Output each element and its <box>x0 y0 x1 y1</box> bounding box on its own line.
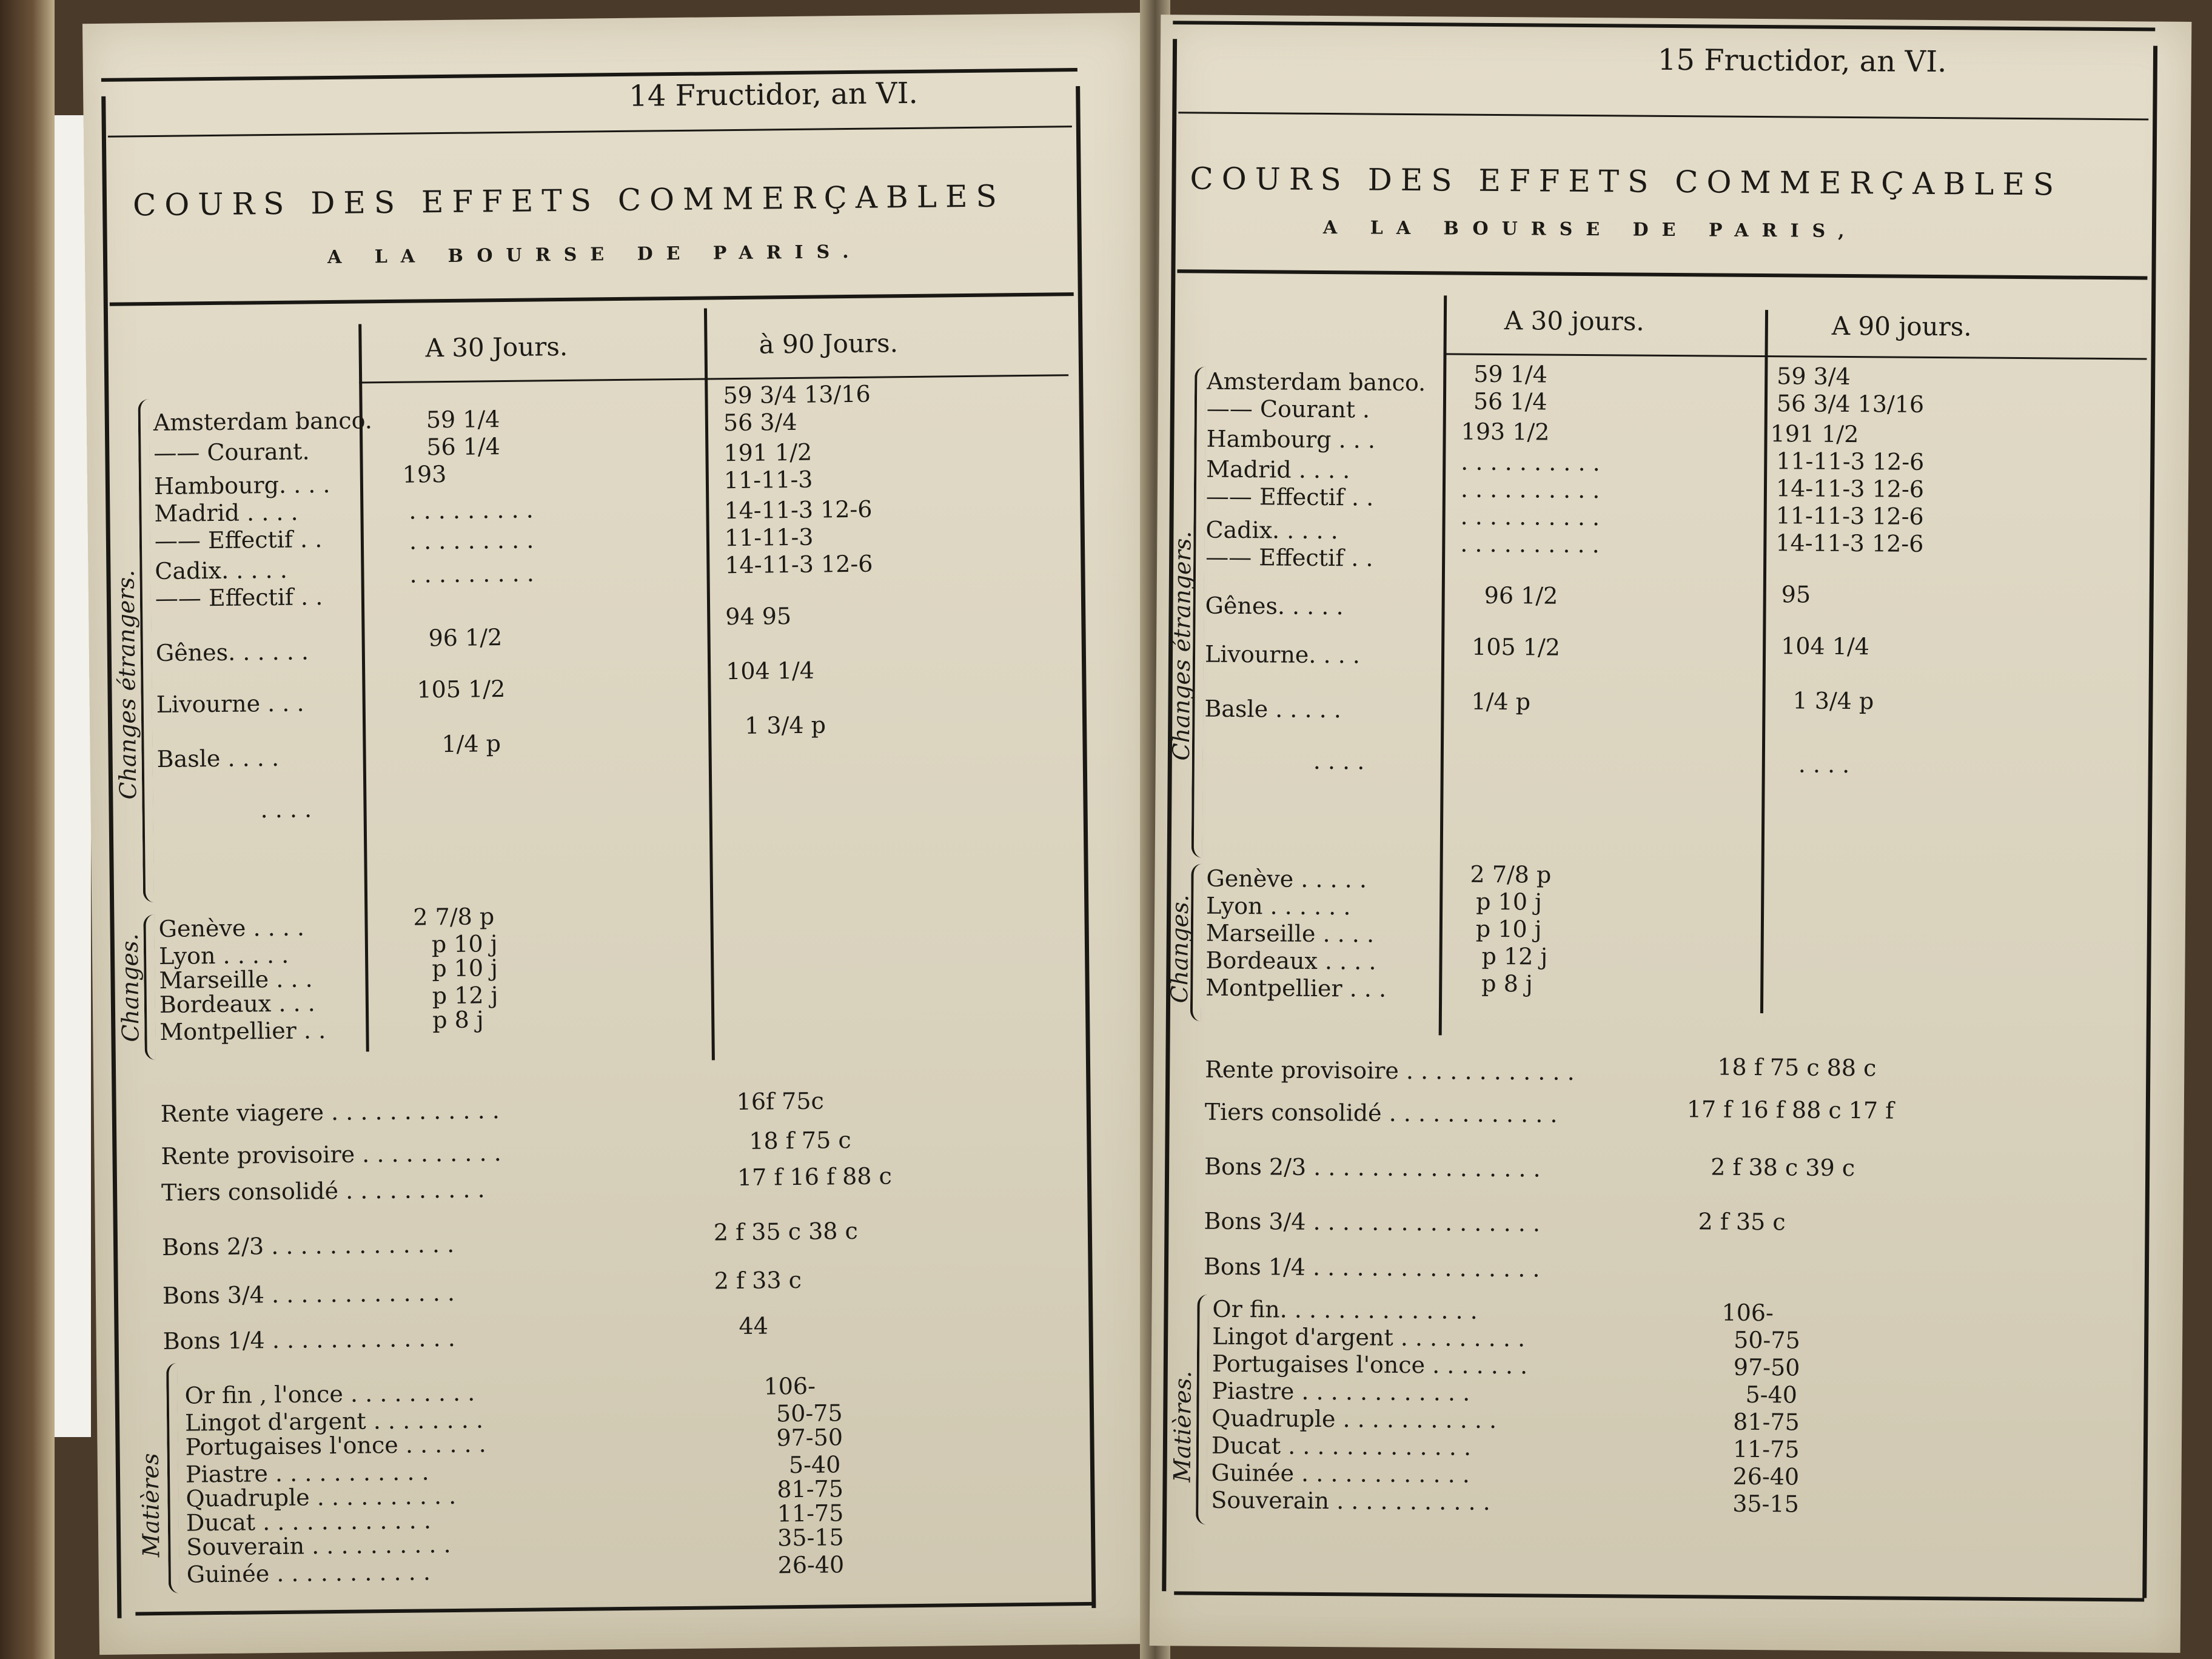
foreign-label: Hambourg. . . . <box>153 471 330 500</box>
domestic-label: Marseille . . . <box>159 965 313 994</box>
column-header-90: A 90 jours. <box>1831 310 1972 342</box>
matiere-value: 97-50 <box>776 1424 843 1452</box>
page-subtitle: A LA BOURSE DE PARIS, <box>1322 216 1858 243</box>
foreign-v90: 104 1/4 <box>1781 632 1870 660</box>
foreign-v90: 56 3/4 <box>723 408 797 437</box>
rente-value: 16f 75c <box>736 1087 825 1116</box>
foreign-v30: 56 1/4 <box>426 433 501 461</box>
foreign-label: —— Courant. <box>153 438 310 467</box>
matiere-value: 26-40 <box>1732 1463 1800 1490</box>
matiere-label: Quadruple . . . . . . . . . . <box>186 1482 457 1512</box>
matiere-value: 26-40 <box>777 1551 845 1579</box>
foreign-v90: 1 3/4 p <box>744 711 826 739</box>
rente-value: 18 f 75 c 88 c <box>1717 1053 1877 1082</box>
foreign-label: Basle . . . . . <box>1204 695 1342 723</box>
foreign-v30: 59 1/4 <box>426 406 500 434</box>
matiere-label: Piastre . . . . . . . . . . . . <box>1212 1377 1470 1406</box>
foreign-label: Gênes. . . . . <box>1205 592 1344 620</box>
page-title: COURS DES EFFETS COMMERÇABLES <box>1190 161 2063 203</box>
rente-value: 2 f 35 c <box>1698 1208 1786 1236</box>
domestic-label: Genève . . . . . <box>1206 865 1367 893</box>
left-page <box>82 13 1161 1655</box>
matiere-label: Ducat . . . . . . . . . . . . <box>186 1507 432 1537</box>
foreign-v90: 11-11-3 12-6 <box>1775 502 1924 530</box>
book-spine-edge <box>0 0 55 1659</box>
foreign-v30: . . . . . . . . . <box>409 560 535 588</box>
column-header-30: A 30 Jours. <box>425 331 568 363</box>
matiere-value: 81-75 <box>1733 1408 1800 1436</box>
rente-label: Bons 3/4 . . . . . . . . . . . . . . . . <box>1204 1207 1541 1237</box>
foreign-v90: 1 3/4 p <box>1792 687 1874 715</box>
foreign-v90: 11-11-3 <box>724 523 814 552</box>
foreign-v30: 1/4 p <box>441 730 501 758</box>
rente-label: Rente provisoire . . . . . . . . . . . . <box>1205 1056 1575 1085</box>
matiere-value: 11-75 <box>1732 1435 1800 1463</box>
foreign-v30: . . . . . . . . . . <box>1460 530 1600 558</box>
foreign-v30: . . . . . . . . . <box>409 526 534 555</box>
foreign-v90: 59 3/4 13/16 <box>723 380 871 409</box>
foreign-label: . . . . <box>1313 747 1365 775</box>
rente-label: Rente provisoire . . . . . . . . . . <box>161 1139 501 1170</box>
domestic-label: Lyon . . . . . <box>158 941 289 970</box>
foreign-label: —— Courant . <box>1206 395 1370 423</box>
right-page <box>1150 15 2192 1653</box>
matiere-value: 106- <box>1721 1299 1774 1327</box>
domestic-v30: p 10 j <box>1475 915 1542 943</box>
foreign-label: Livourne . . . <box>156 689 304 719</box>
page-header-date: 14 Fructidor, an VI. <box>628 76 919 113</box>
matiere-label: Portugaises l'once . . . . . . <box>185 1430 486 1461</box>
foreign-v90: 11-11-3 <box>723 466 813 494</box>
top-rule <box>101 68 1078 82</box>
foreign-v30: 105 1/2 <box>417 675 506 703</box>
foreign-v30: . . . . . . . . . <box>409 496 534 525</box>
top-rule <box>1173 21 2155 31</box>
foreign-v30: 96 1/2 <box>1484 581 1558 609</box>
foreign-label: . . . . <box>260 796 312 823</box>
domestic-v30: p 12 j <box>1481 942 1548 970</box>
foreign-v30: . . . . . . . . . . <box>1460 503 1600 531</box>
foreign-label: Cadix. . . . . <box>1205 516 1338 545</box>
rente-value: 44 <box>739 1312 769 1340</box>
foreign-v90: 94 95 <box>725 603 792 631</box>
domestic-v30: 2 7/8 p <box>1470 860 1552 888</box>
matiere-label: Or fin , l'once . . . . . . . . . <box>184 1379 475 1409</box>
foreign-label: Basle . . . . <box>156 744 280 773</box>
matiere-label: Lingot d'argent . . . . . . . . . <box>1212 1322 1526 1352</box>
group-label-domestic: Changes. <box>116 933 144 1042</box>
domestic-label: Bordeaux . . . . <box>1205 947 1376 975</box>
domestic-label: Marseille . . . . <box>1205 919 1375 948</box>
rente-label: Tiers consolidé . . . . . . . . . . <box>161 1176 485 1206</box>
matiere-value: 35-15 <box>1732 1490 1799 1518</box>
matiere-label: Ducat . . . . . . . . . . . . . <box>1211 1432 1472 1461</box>
matiere-label: Quadruple . . . . . . . . . . . <box>1212 1404 1497 1434</box>
page-header-date: 15 Fructidor, an VI. <box>1657 42 1947 79</box>
domestic-v30: p 12 j <box>432 982 498 1010</box>
foreign-v90: 191 1/2 <box>1770 420 1859 448</box>
matiere-label: Guinée . . . . . . . . . . . . <box>1211 1459 1470 1488</box>
foreign-v30: 193 <box>402 460 447 488</box>
matiere-label: Portugaises l'once . . . . . . . <box>1212 1350 1528 1379</box>
foreign-v90: 104 1/4 <box>725 657 815 685</box>
rente-value: 2 f 33 c <box>714 1266 802 1295</box>
group-label-foreign: Changes étrangers. <box>112 569 142 800</box>
matiere-value: 50-75 <box>776 1399 843 1427</box>
domestic-v30: 2 7/8 p <box>413 903 495 931</box>
matiere-value: 35-15 <box>777 1524 844 1552</box>
foreign-v90: 14-11-3 12-6 <box>724 495 873 525</box>
foreign-v30: . . . . . . . . . . <box>1461 448 1600 477</box>
column-header-30: A 30 jours. <box>1504 306 1644 337</box>
matieres-brace <box>1196 1295 1208 1525</box>
domestic-brace <box>143 914 156 1060</box>
matiere-label: Guinée . . . . . . . . . . . <box>186 1558 431 1588</box>
domestic-label: Genève . . . . <box>158 914 305 943</box>
foreign-label: —— Effectif . . <box>155 583 323 612</box>
group-label-foreign: Changes étrangers. <box>1167 531 1196 761</box>
page-subtitle: A LA BOURSE DE PARIS. <box>327 241 862 269</box>
foreign-v90: 95 <box>1781 581 1811 608</box>
domestic-label: Montpellier . . . <box>1205 974 1387 1002</box>
foreign-v30: 105 1/2 <box>1471 633 1561 661</box>
rente-label: Tiers consolidé . . . . . . . . . . . . <box>1204 1098 1558 1128</box>
matiere-value: 11-75 <box>777 1500 844 1527</box>
rente-label: Bons 2/3 . . . . . . . . . . . . . . . . <box>1204 1153 1541 1182</box>
matiere-value: 97-50 <box>1733 1353 1800 1381</box>
rente-value: 18 f 75 c <box>749 1127 851 1155</box>
foreign-v30: . . . . . . . . . . <box>1460 475 1600 504</box>
foreign-v90: . . . . <box>1798 751 1850 779</box>
group-label-matieres: Matières <box>136 1453 165 1558</box>
rente-label: Rente viagere . . . . . . . . . . . . <box>160 1097 500 1127</box>
foreign-v30: 59 1/4 <box>1473 360 1548 388</box>
foreign-label: —— Effectif . . <box>154 526 323 555</box>
foreign-label: —— Effectif . . <box>1205 483 1374 511</box>
foreign-label: Amsterdam banco. <box>153 407 373 437</box>
rente-value: 2 f 35 c 38 c <box>713 1217 859 1246</box>
rente-label: Bons 2/3 . . . . . . . . . . . . . <box>161 1230 455 1261</box>
foreign-v30: 96 1/2 <box>428 624 503 652</box>
foreign-v90: 14-11-3 12-6 <box>725 550 873 579</box>
domestic-v30: p 10 j <box>432 954 498 982</box>
rente-value: 17 f 16 f 88 c <box>737 1162 893 1191</box>
foreign-label: Livourne. . . . <box>1204 640 1361 669</box>
foreign-v90: 14-11-3 12-6 <box>1775 529 1924 557</box>
domestic-label: Bordeaux . . . <box>159 990 315 1018</box>
matiere-value: 81-75 <box>777 1475 844 1503</box>
domestic-v30: p 8 j <box>432 1006 484 1034</box>
foreign-v90: 14-11-3 12-6 <box>1775 475 1925 503</box>
matiere-label: Piastre . . . . . . . . . . . <box>185 1458 429 1488</box>
foreign-v90: 191 1/2 <box>723 438 813 467</box>
domestic-label: Lyon . . . . . . <box>1205 892 1351 920</box>
matiere-value: 5-40 <box>788 1451 841 1479</box>
rente-value: 2 f 38 c 39 c <box>1711 1153 1855 1182</box>
foreign-v30: 193 1/2 <box>1461 418 1550 446</box>
foreign-label: Cadix. . . . . <box>155 556 288 585</box>
domestic-v30: p 10 j <box>431 930 498 958</box>
matiere-label: Or fin. . . . . . . . . . . . . . <box>1212 1295 1478 1324</box>
rente-label: Bons 3/4 . . . . . . . . . . . . . <box>162 1279 455 1309</box>
foreign-v90: 56 3/4 13/16 <box>1776 390 1925 418</box>
foreign-label: Amsterdam banco. <box>1207 367 1426 397</box>
domestic-v30: p 10 j <box>1476 888 1542 916</box>
matiere-value: 5-40 <box>1745 1381 1798 1409</box>
matiere-label: Souverain . . . . . . . . . . <box>186 1531 451 1561</box>
foreign-v30: 56 1/4 <box>1473 387 1547 415</box>
matiere-value: 50-75 <box>1734 1326 1800 1354</box>
foreign-label: Gênes. . . . . . <box>155 638 309 667</box>
foreign-label: Hambourg . . . <box>1206 425 1376 454</box>
page-title: COURS DES EFFETS COMMERÇABLES <box>132 178 1005 223</box>
foreign-label: Madrid . . . . <box>1206 455 1350 484</box>
column-header-90: à 90 Jours. <box>759 328 899 360</box>
foreign-v90: 59 3/4 <box>1777 363 1851 390</box>
rente-label: Bons 1/4 . . . . . . . . . . . . . <box>163 1324 456 1355</box>
matiere-label: Souverain . . . . . . . . . . . <box>1211 1486 1490 1515</box>
group-label-domestic: Changes. <box>1166 894 1194 1004</box>
rente-label: Bons 1/4 . . . . . . . . . . . . . . . . <box>1203 1253 1540 1282</box>
foreign-v30: 1/4 p <box>1471 688 1531 716</box>
rente-value: 17 f 16 f 88 c 17 f <box>1686 1096 1894 1124</box>
foreign-v90: 11-11-3 12-6 <box>1776 447 1925 475</box>
group-label-matieres: Matières. <box>1168 1370 1196 1483</box>
matiere-label: Lingot d'argent . . . . . . . . <box>184 1406 484 1436</box>
foreign-label: Madrid . . . . <box>154 498 298 528</box>
matiere-value: 106- <box>763 1372 816 1400</box>
domestic-label: Montpellier . . <box>159 1017 326 1045</box>
foreign-label: —— Effectif . . <box>1205 543 1373 572</box>
domestic-v30: p 8 j <box>1481 970 1533 997</box>
